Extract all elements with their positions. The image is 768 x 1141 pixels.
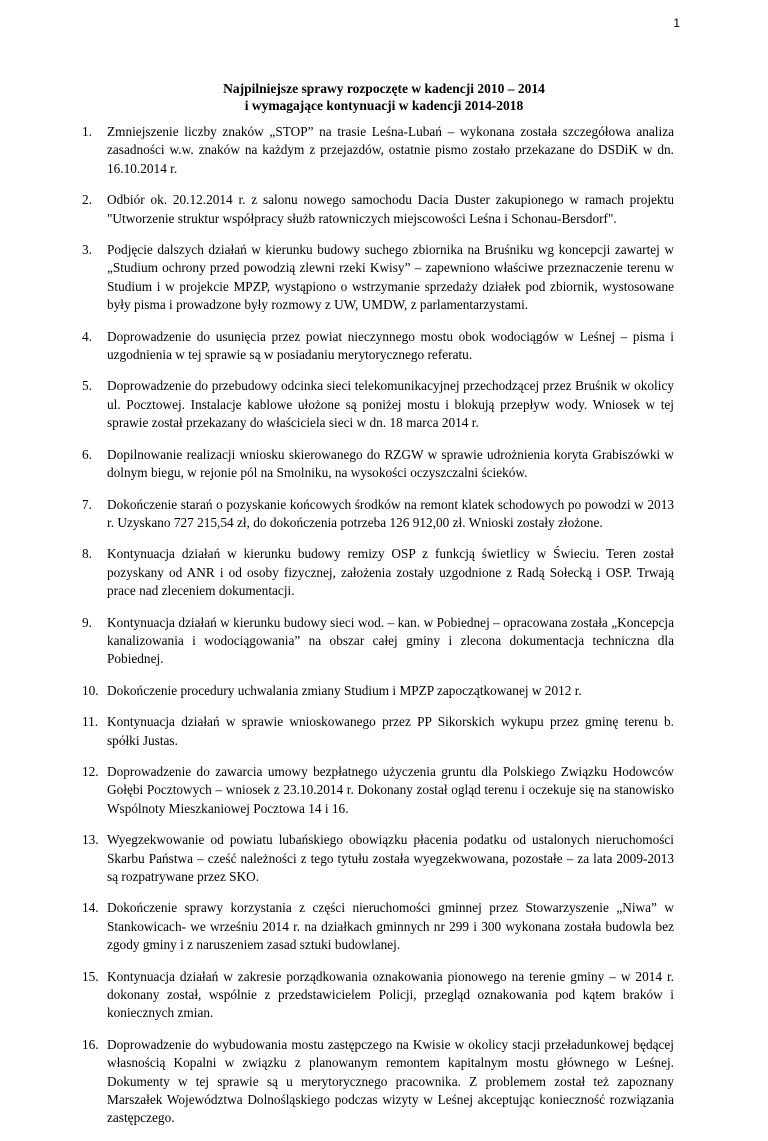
list-item: [82, 614, 674, 669]
list-item: [82, 545, 674, 600]
list-item: [82, 328, 674, 365]
list-item-number: 3.: [82, 242, 92, 258]
list-item-text: Dokończenie sprawy korzystania z części nieruchomości gminnej przez Stowarzyszenie „Niwa” w Stankowicach- we wrześniu 2014 r. na działkach gminnych nr 299 i 300 wykonana została budowla bez zgody gminy i z naruszeniem zasad sztuki budowlanej.: [107, 900, 674, 953]
list-item-number: 1.: [82, 124, 92, 139]
list-item-text: Dopilnowanie realizacji wniosku skierowanego do RZGW w sprawie udrożnienia koryta Grabiszówki w dolnym biegu, w rejonie pól na Smolniku, na wysokości oczyszczalni ścieków.: [107, 446, 674, 481]
list-item-number: 14.: [82, 900, 99, 916]
list-item-text: Doprowadzenie do wybudowania mostu zastępczego na Kwisie w okolicy stacji przeładunkowej będącej własnością Kopalni w związku z planowanym remontem kapitalnym mostu głównego w Leśnej. Dokumenty w tej sprawie są u merytorycznego pracownika. Z problemem został też zapoznany Marszałek Województwa Dolnośląskiego podczas wizyty w Leśnej akceptując konieczność rozwiązania zastępczego.: [107, 1036, 674, 1126]
list-item: [82, 831, 674, 886]
list-item-text: Doprowadzenie do usunięcia przez powiat nieczynnego mostu obok wodociągów w Leśnej – pisma i uzgodnienia w tej sprawie są w posiadaniu merytorycznego referatu.: [107, 328, 674, 363]
list-item: [82, 763, 674, 818]
list-item-number: 2.: [82, 192, 92, 208]
list-item: [82, 377, 674, 432]
list-item-text: Doprowadzenie do przebudowy odcinka sieci telekomunikacyjnej przechodzącej przez Bruśnik w okolicy ul. Pocztowej. Instalacje kablowe ułożone są poniżej mostu i blokują przepływ wody. Wniosek w tej sprawie został przekazany do właściciela sieci w dn. 18 marca 2014 r.: [107, 378, 674, 431]
list-item-number: 13.: [82, 832, 99, 848]
list-item-text: Kontynuacja działań w sprawie wnioskowanego przez PP Sikorskich wykupu przez gminę terenu b. spółki Justas.: [107, 714, 674, 748]
page-number: 1: [673, 16, 680, 30]
list-item-number: 6.: [82, 446, 92, 462]
document-title: [0, 80, 768, 114]
list-item: [82, 446, 674, 483]
list-item-text: Dokończenie starań o pozyskanie końcowych środków na remont klatek schodowych po powodzi w 2013 r. Uzyskano 727 215,54 zł, do dokończenia potrzeba 126 912,00 zł. Wnioski zostały złożone.: [107, 496, 674, 530]
list-item-text: Kontynuacja działań w zakresie porządkowania oznakowania pionowego na terenie gminy – w 2014 r. dokonany został, wspólnie z przedstawicielem Policji, przegląd oznakowania pod kątem braków i koniecznych zmian.: [107, 968, 674, 1021]
list-item: [82, 241, 674, 315]
list-item-text: Zmniejszenie liczby znaków „STOP” na trasie Leśna-Lubań – wykonana została szczegółowa analiza zasadności w.w. znaków na każdym z przejazdów, ostatnie pismo zostało przekazane do DSDiK w dn. 16.10.2014 r.: [107, 124, 674, 176]
list-item-number: 12.: [82, 763, 99, 779]
list-item: [82, 899, 674, 954]
list-item-number: 15.: [82, 968, 99, 984]
list-item-text: Odbiór ok. 20.12.2014 r. z salonu nowego samochodu Dacia Duster zakupionego w ramach projektu "Utworzenie struktur współpracy służb ratowniczych miejscowości Leśna i Schonau-Bersdorf".: [107, 192, 674, 226]
list-item-number: 5.: [82, 378, 92, 394]
list-item-text: Podjęcie dalszych działań w kierunku budowy suchego zbiornika na Bruśniku wg koncepcji zawartej w „Studium ochrony przed powodzią zlewni rzeki Kwisy” – zapewniono właściwe przeznaczenie terenu w Studium i w projekcie MPZP, wystąpiono o wstrzymanie sprzedaży działek pod zbiornik, wystosowane były pisma i prowadzone były rozmowy z UW, UMDW, z parlamentarzystami.: [107, 242, 674, 313]
list-item: [82, 1036, 674, 1128]
list-item: [82, 968, 674, 1023]
title-line-2: i wymagające kontynuacji w kadencji 2014-2018: [244, 98, 524, 113]
list-item: [82, 496, 674, 533]
list-item: [82, 123, 674, 178]
list-item-number: 7.: [82, 496, 92, 512]
list-item-number: 11.: [82, 714, 99, 730]
list-item-text: Doprowadzenie do zawarcia umowy bezpłatnego użyczenia gruntu dla Polskiego Związku Hodowców Gołębi Pocztowych – wniosek z 23.10.2014 r. Dokonany został ogląd terenu i oczekuje się na stanowisko Wspólnoty Mieszkaniowej Pocztowa 14 i 16.: [107, 763, 674, 816]
list-item: [82, 682, 674, 700]
list-item: [82, 191, 674, 228]
list-item-text: Dokończenie procedury uchwalania zmiany Studium i MPZP zapoczątkowanej w 2012 r.: [107, 682, 582, 698]
title-line-1: Najpilniejsze sprawy rozpoczęte w kadencji 2010 – 2014: [223, 81, 545, 96]
list-item-number: 10.: [82, 682, 99, 698]
list-item-number: 4.: [82, 328, 92, 344]
list-item-number: 16.: [82, 1036, 99, 1052]
list-item-text: Kontynuacja działań w kierunku budowy remizy OSP z funkcją świetlicy w Świeciu. Teren został pozyskany od ANR i od osoby fizycznej, założenia zostały uzgodnione z Radą Sołecką i OSP. Trwają prace nad zleceniem dokumentacji.: [107, 546, 674, 599]
list-item-text: Wyegzekwowanie od powiatu lubańskiego obowiązku płacenia podatku od ustalonych nieruchomości Skarbu Państwa – cześć należności z tego tytułu została wyegzekwowana, pozostałe – za lata 2009-2013 są rozpatrywane przez SKO.: [107, 832, 674, 884]
list-item: [82, 713, 674, 750]
list-item-number: 8.: [82, 546, 92, 562]
list-item-text: Kontynuacja działań w kierunku budowy sieci wod. – kan. w Pobiednej – opracowana została „Koncepcja kanalizowania i wodociągowania” na obszar całej gminy i zlecona dokumentacja techniczna dla Pobiednej.: [107, 614, 674, 667]
list-item-number: 9.: [82, 614, 92, 630]
numbered-list: [82, 123, 674, 1141]
